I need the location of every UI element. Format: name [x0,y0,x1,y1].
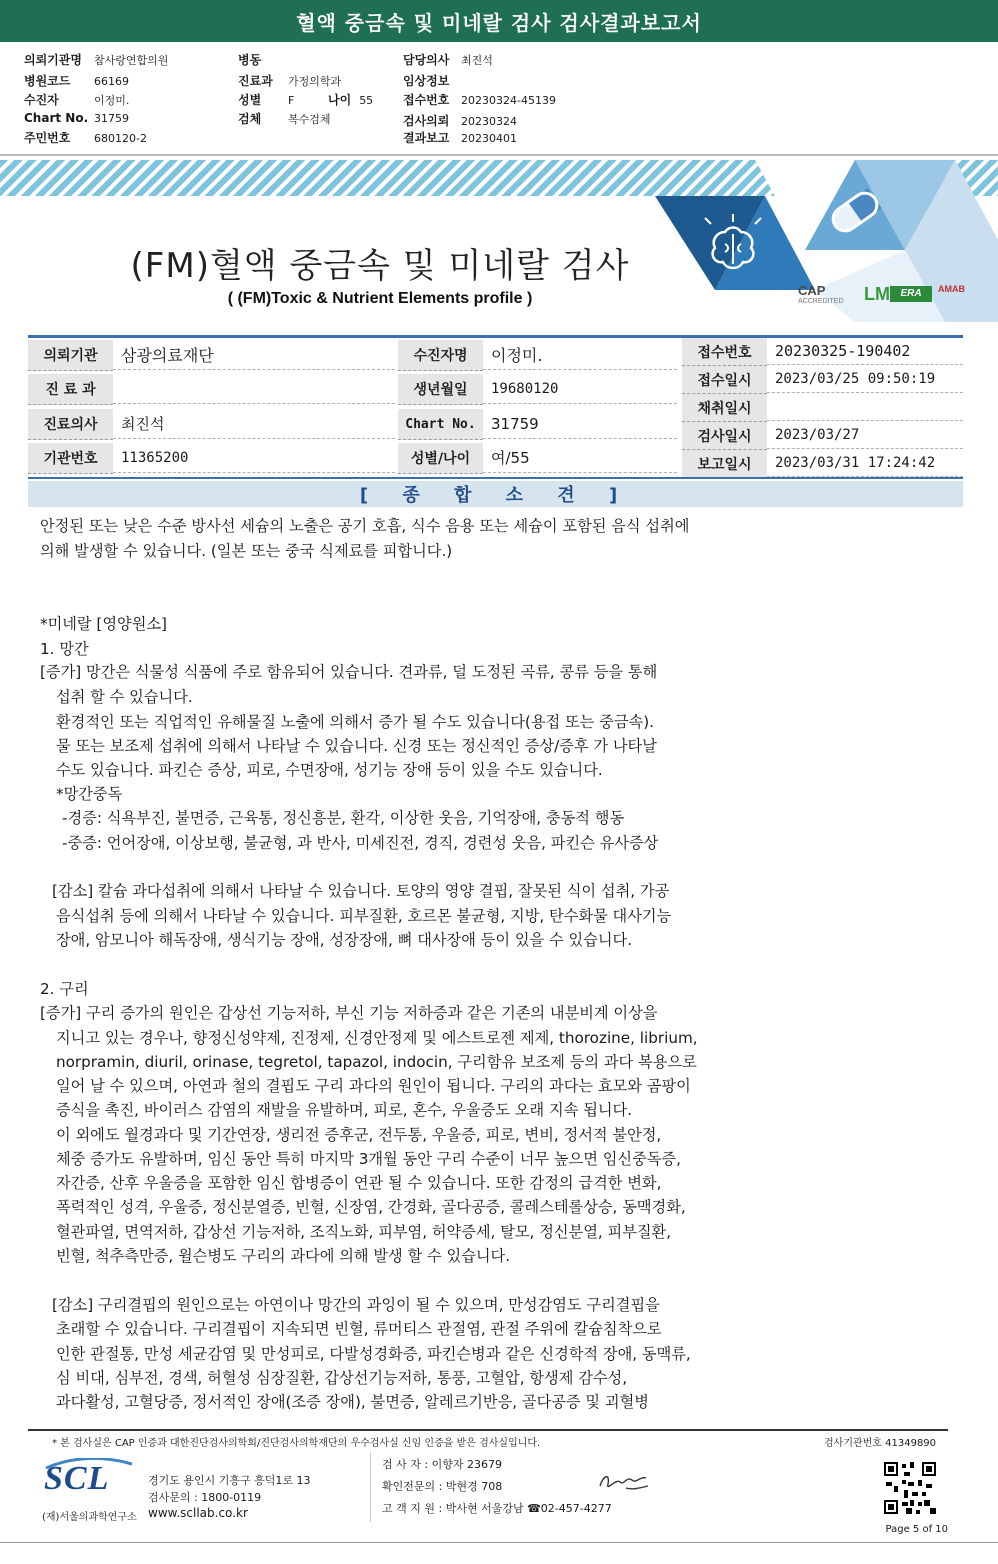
body-line: 음식섭취 등에 의해서 나타날 수 있습니다. 피부질환, 호르몬 불균형, 지방, 탄수화물 대사기능 [56,907,672,925]
info-value-chart-no: 31759 [483,409,677,439]
body-line: 증식을 촉진, 바이러스 감염의 재발을 유발하며, 피로, 혼수, 우울증도 오래 지속 됩니다. [56,1101,633,1119]
req-doctor: 담당의사 최진석 [403,53,493,67]
info-value-doctor: 최진석 [113,409,395,439]
info-label-agency-no: 기관번호 [28,443,113,474]
body-line: 수도 있습니다. 파킨슨 증상, 피로, 수면장애, 성기능 장애 등이 있을 수도 있습니다. [56,761,603,779]
customer-support: 고 객 지 원 : 박사현 서울강남 ☎02-457-4277 [382,1502,612,1515]
certification-note: * 본 검사실은 CAP 인증과 대한진단검사의학회/진단검사의학재단의 우수검사실 신임 인증을 받은 검사실입니다. [52,1438,541,1449]
info-value-test-date: 2023/03/27 [767,422,963,449]
info-bottom-rule [28,477,963,479]
request-info [0,42,998,156]
body-line: [증가] 망간은 식물성 식품에 주로 함유되어 있습니다. 견과류, 덜 도정된 곡류, 콩류 등을 통해 [40,663,658,681]
req-institution: 의뢰기관명 참사랑연합의원 [24,53,169,67]
info-label-institution: 의뢰기관 [28,340,113,371]
reviewer: 확인전문의 : 박현경 708 [382,1480,503,1493]
org-name: (재)서울의과학연구소 [42,1512,137,1523]
body-line: 인한 관절통, 만성 세균감염 및 만성피로, 다발성경화증, 파킨슨병과 같은 신경학적 장애, 동맥류, [56,1345,691,1363]
info-label-test-date: 검사일시 [682,422,767,450]
body-line: 섭취 할 수 있습니다. [56,688,193,706]
req-resident-no: 주민번호 680120-2 [24,131,147,145]
info-value-agency-no: 11365200 [113,443,395,473]
body-line: 심 비대, 심부전, 경색, 허혈성 심장질환, 갑상선기능저하, 통풍, 고혈압, 항생제 감수성, [56,1369,628,1387]
body-line: 혈관파열, 면역저하, 갑상선 기능저하, 조직노화, 피부염, 허약증세, 탈모, 정신분열, 피부질환, [56,1223,672,1241]
req-patient: 수진자 이정미. [24,93,130,107]
body-line: 빈혈, 척추측만증, 윌슨병도 구리의 과다에 의해 발생 할 수 있습니다. [56,1247,511,1265]
req-hospital-code: 병원코드 66169 [24,74,129,88]
req-age: 나이 55 [328,93,374,107]
body-line: 2. 구리 [40,980,89,998]
req-receipt-no: 접수번호 20230324-45139 [403,93,556,107]
tester: 검 사 자 : 이향자 23679 [382,1458,502,1471]
body-line: 환경적인 또는 직업적인 유해물질 노출에 의해서 증가 될 수도 있습니다(용접 또는 중금속). [56,713,654,731]
req-ward: 병동 [238,53,262,67]
body-line: 1. 망간 [40,640,89,658]
body-line: *미네랄 [영양원소] [40,615,167,633]
req-specimen: 검체 복수검체 [238,112,331,126]
info-label-department: 진 료 과 [28,374,113,405]
scl-logo: SCL [44,1460,110,1497]
body-line: 지니고 있는 경우나, 향정신성약제, 진정제, 신경안정제 및 에스트로젠 제제, thorozine, librium, [56,1029,698,1047]
info-label-patient-name: 수진자명 [398,340,483,371]
body-line: [감소] 구리결핍의 원인으로는 아연이나 망간의 과잉이 될 수 있으며, 만성감염도 구리결핍을 [52,1296,660,1314]
body-line: -중증: 언어장애, 이상보행, 불균형, 과 반사, 미세진전, 경직, 경련성 웃음, 파킨슨 유사증상 [62,834,659,852]
page-title: (FM)혈액 중금속 및 미네랄 검사 [130,246,630,286]
body-line: *망간중독 [56,785,123,803]
info-label-doctor: 진료의사 [28,409,113,440]
req-report-date: 결과보고 20230401 [403,131,517,145]
info-value-sex-age: 여/55 [483,443,677,473]
agency-number: 검사기관번호 41349890 [824,1438,937,1449]
body-line: 이 외에도 월경과다 및 기간연장, 생리전 증후군, 전두통, 우울증, 피로, 변비, 정서적 불안정, [56,1126,662,1144]
body-line: 자간증, 산후 우울증을 포함한 임신 합병증이 연관 될 수 있습니다. 또한 감정의 급격한 변화, [56,1174,662,1192]
req-chart-no: Chart No. 31759 [24,111,129,125]
org-address: 경기도 용인시 기흥구 흥덕1로 13 [148,1474,311,1487]
req-department: 진료과 가정의학과 [238,74,342,88]
body-line: 체중 증가도 유발하며, 임신 동안 특히 마지막 3개월 동안 구리 수준이 너무 높으면 임신중독증, [56,1150,681,1168]
req-sex: 성별 F [238,93,295,107]
info-value-receipt-no: 20230325-190402 [767,338,963,365]
info-label-report-time: 보고일시 [682,450,767,478]
info-label-receipt-time: 접수일시 [682,366,767,394]
amab-logo: AMAB [938,284,965,294]
body-line: 과다활성, 고혈당증, 정서적인 장애(조증 장애), 불면증, 알레르기반응, 골다공증 및 괴혈병 [56,1393,649,1411]
info-label-sex-age: 성별/나이 [398,443,483,474]
report-banner: 혈액 중금속 및 미네랄 검사 검사결과보고서 [0,0,998,42]
summary-title: [ 종 합 소 견 ] [28,481,963,507]
era-logo: ERA [890,286,932,302]
info-value-receipt-time: 2023/03/25 09:50:19 [767,366,963,393]
footer-divider [370,1452,371,1522]
body-line: 물 또는 보조제 섭취에 의해서 나타날 수 있습니다. 신경 또는 정신적인 증상/증후 가 나타날 [56,737,657,755]
body-line: [증가] 구리 증가의 원인은 갑상선 기능저하, 부신 기능 저하증과 같은 기존의 내분비계 이상을 [40,1004,658,1022]
req-clinical-info: 임상정보 [403,74,450,88]
lm-logo: LM [864,284,890,304]
page-bottom-rule [0,1542,998,1543]
page-number: Page 5 of 10 [885,1524,948,1535]
footer-rule [28,1429,948,1431]
qr-code-icon [882,1460,938,1516]
info-label-collection-time: 채취일시 [682,394,767,422]
info-label-birthdate: 생년월일 [398,374,483,405]
org-contact: 검사문의 : 1800-0119 [148,1491,262,1504]
org-website[interactable]: www.scllab.co.kr [148,1506,248,1520]
signature-icon [596,1468,656,1496]
info-value-report-time: 2023/03/31 17:24:42 [767,450,963,477]
info-value-birthdate: 19680120 [483,374,677,404]
info-value-department [113,374,395,404]
cap-logo: CAP ACCREDITED [798,283,844,305]
body-line: norpramin, diuril, orinase, tegretol, tapazol, indocin, 구리함유 보조제 등의 과다 복용으로 [56,1053,697,1071]
req-request-date: 검사의뢰 20230324 [403,114,517,128]
body-line: -경증: 식욕부진, 불면증, 근육통, 정신흥분, 환각, 이상한 웃음, 기억장애, 충동적 행동 [62,809,625,827]
body-line: 초래할 수 있습니다. 구리결핍이 지속되면 빈혈, 류머티스 관절염, 관절 주위에 칼슘침착으로 [56,1320,662,1338]
page-subtitle: ( (FM)Toxic & Nutrient Elements profile ) [227,290,533,307]
body-line: 안정된 또는 낮은 수준 방사선 세슘의 노출은 공기 호흡, 식수 음용 또는 세슘이 포함된 음식 섭취에 [40,517,690,535]
info-value-institution: 삼광의료재단 [113,340,395,370]
body-line: 폭력적인 성격, 우울증, 정신분열증, 빈혈, 신장염, 간경화, 골다공증, 콜레스테롤상승, 동맥경화, [56,1198,686,1216]
info-value-patient-name: 이정미. [483,340,677,370]
body-line: [감소] 칼슘 과다섭취에 의해서 나타날 수 있습니다. 토양의 영양 결핍, 잘못된 식이 섭취, 가공 [52,882,670,900]
info-label-chart-no: Chart No. [398,409,483,440]
body-line: 장애, 암모니아 해독장애, 생식기능 장애, 성장장애, 뼈 대사장애 등이 있을 수 있습니다. [56,931,633,949]
body-line: 일어 날 수 있으며, 아연과 철의 결핍도 구리 과다의 원인이 됩니다. 구리의 과다는 효모와 곰팡이 [56,1077,691,1095]
info-label-receipt-no: 접수번호 [682,338,767,366]
info-value-collection-time [767,394,963,421]
body-line: 의해 발생할 수 있습니다. (일본 또는 중국 식제료를 피합니다.) [40,542,453,560]
